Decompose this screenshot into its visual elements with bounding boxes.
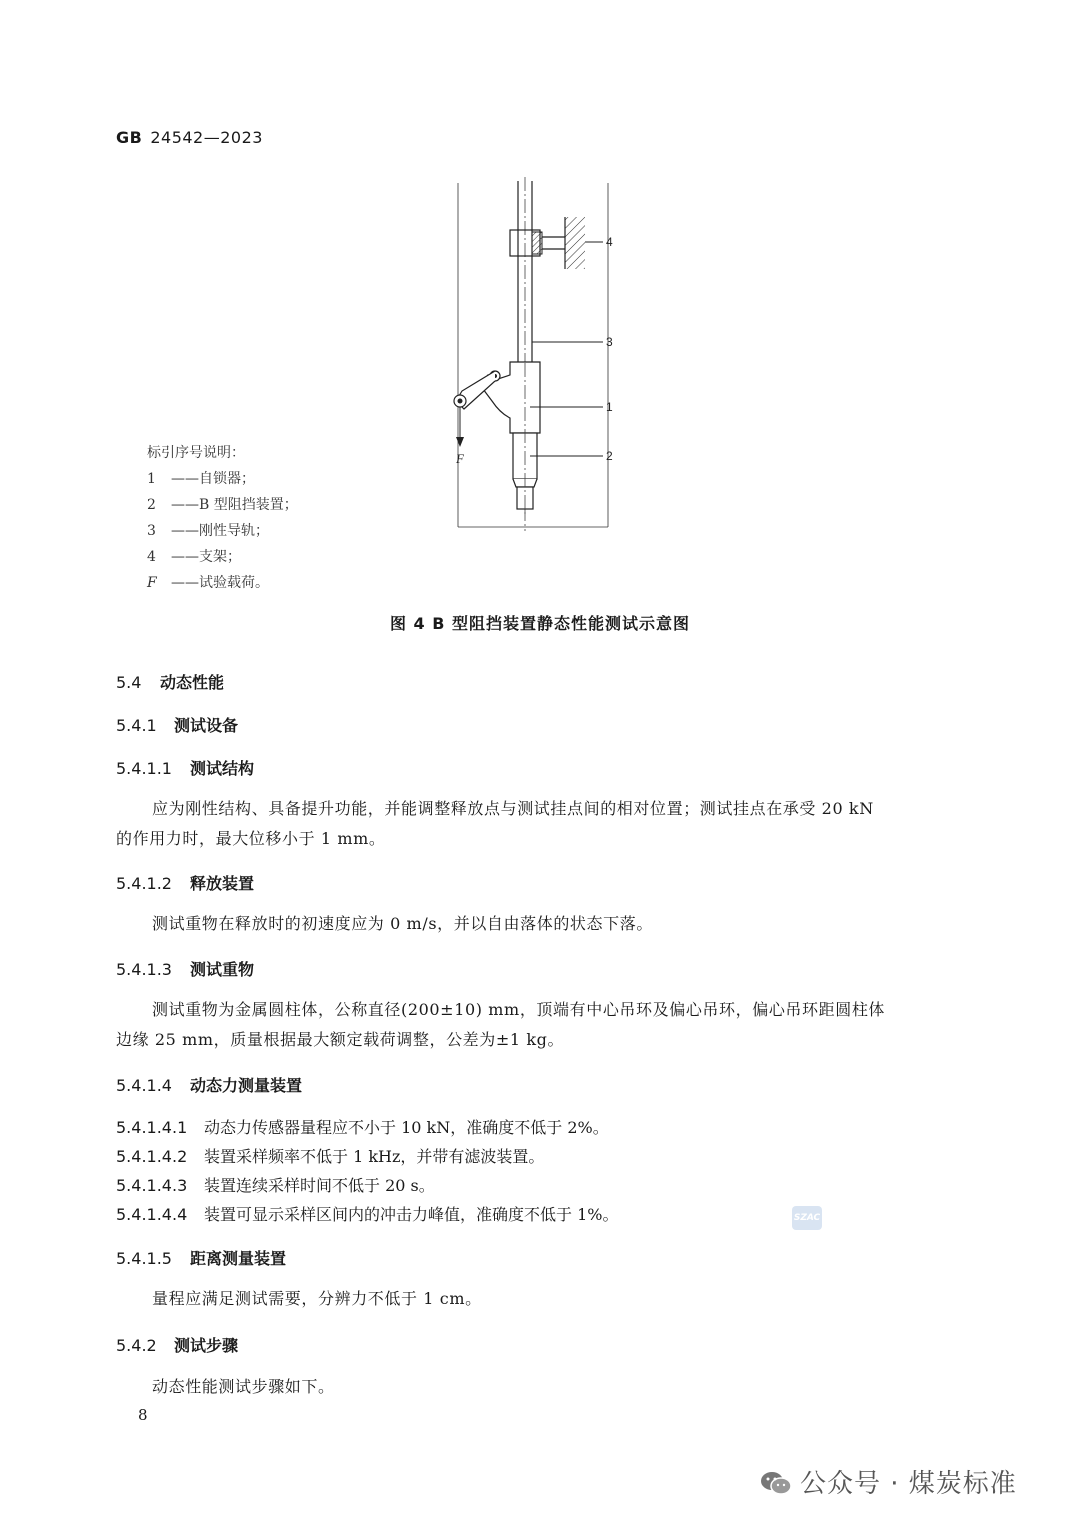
section-heading: 5.4.1 测试设备: [116, 716, 239, 735]
legend-item: 3 ——刚性导轨；: [147, 523, 269, 539]
legend-item: 2 ——B 型阻挡装置；: [147, 497, 298, 513]
list-item: 5.4.1.4.1 动态力传感器量程应不小于 10 kN，准确度不低于 2%。: [116, 1118, 609, 1137]
legend-title: 标引序号说明：: [147, 445, 245, 461]
paragraph: 边缘 25 mm，质量根据最大额定载荷调整，公差为±1 kg。: [116, 1030, 565, 1049]
section-heading: 5.4.1.3 测试重物: [116, 960, 255, 979]
wechat-icon: [760, 1470, 792, 1496]
paragraph: 量程应满足测试需要，分辨力不低于 1 cm。: [152, 1289, 482, 1308]
legend-item: F ——试验载荷。: [147, 575, 269, 591]
paragraph: 测试重物在释放时的初速度应为 0 m/s，并以自由落体的状态下落。: [152, 914, 653, 933]
section-heading: 5.4.1.1 测试结构: [116, 759, 255, 778]
svg-text:1: 1: [606, 400, 613, 414]
bracket: [510, 217, 585, 269]
callouts: [530, 235, 613, 463]
figure-caption: 图 4 B 型阻挡装置静态性能测试示意图: [389, 614, 691, 633]
svg-text:2: 2: [606, 449, 613, 463]
section-heading: 5.4.1.5 距离测量装置: [116, 1249, 287, 1268]
section-heading: 5.4 动态性能: [116, 673, 225, 692]
section-heading: 5.4.1.4 动态力测量装置: [116, 1076, 303, 1095]
svg-text:4: 4: [606, 235, 613, 249]
standard-number: GB 24542—2023: [116, 128, 263, 147]
section-heading: 5.4.1.2 释放装置: [116, 874, 255, 893]
list-item: 5.4.1.4.2 装置采样频率不低于 1 kHz，并带有滤波装置。: [116, 1147, 545, 1166]
paragraph: 应为刚性结构、具备提升功能，并能调整释放点与测试挂点间的相对位置；测试挂点在承受 20 kN: [152, 799, 874, 818]
legend-item: 1 ——自锁器；: [147, 471, 255, 487]
szac-logo: SZAC: [792, 1206, 822, 1230]
paragraph: 的作用力时，最大位移小于 1 mm。: [116, 829, 386, 848]
legend-item: 4 ——支架；: [147, 549, 241, 565]
list-item: 5.4.1.4.3 装置连续采样时间不低于 20 s。: [116, 1176, 435, 1195]
self-locker: [454, 362, 540, 433]
svg-text:F: F: [456, 451, 464, 466]
page-number: 8: [138, 1406, 148, 1424]
watermark-text: 公众号 · 煤炭标准: [800, 1469, 1017, 1499]
watermark: [760, 1463, 1017, 1500]
force-arrow: [455, 407, 465, 466]
svg-text:3: 3: [606, 335, 613, 349]
paragraph: 测试重物为金属圆柱体，公称直径(200±10) mm，顶端有中心吊环及偏心吊环，偏心吊环距圆柱体: [152, 1000, 886, 1019]
section-heading: 5.4.2 测试步骤: [116, 1336, 239, 1355]
figure-4-diagram: [440, 175, 640, 535]
list-item: 5.4.1.4.4 装置可显示采样区间内的冲击力峰值，准确度不低于 1%。: [116, 1205, 619, 1224]
paragraph: 动态性能测试步骤如下。: [152, 1377, 335, 1396]
